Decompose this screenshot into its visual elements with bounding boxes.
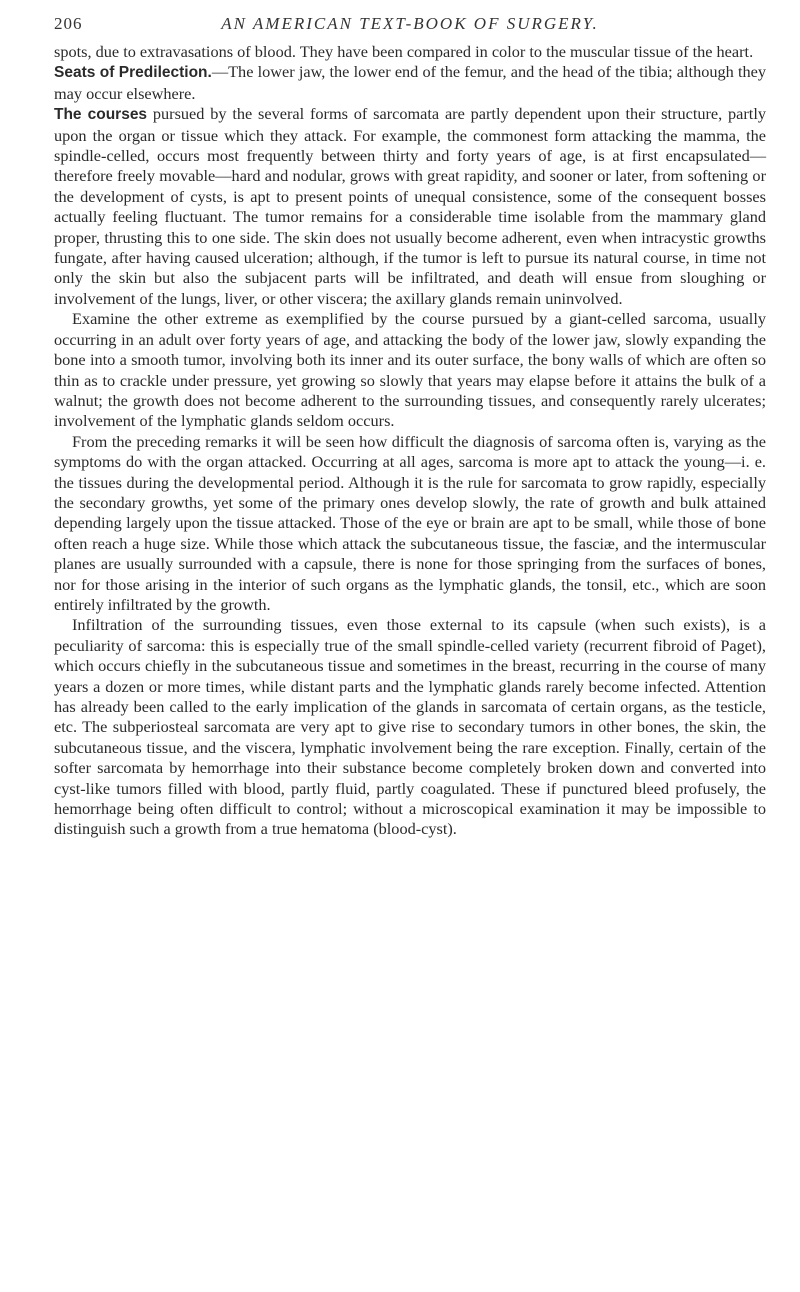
paragraph-infiltration <box>54 615 766 839</box>
paragraph-giant-celled <box>54 309 766 431</box>
paragraph-continued <box>54 42 766 62</box>
body-text <box>54 42 766 840</box>
paragraph-text: Examine the other extreme as exemplified by the course pursued by a giant-celled sarcoma, usually occurring in an adult over forty years of age, and attacking the body of the lower jaw, slowly expanding the bone into a smooth tumor, involving both its inner and its outer surface, the bony walls of which are often so thin as to crackle under pressure, yet growing so slowly that years may elapse before it attains the bulk of a walnut; the growth does not become adherent to the surrounding tissues, and consequently rarely ulcerates; involvement of the lymphatic glands seldom occurs. <box>54 309 766 431</box>
section-lead-heading: Seats of Predilection. <box>54 64 212 82</box>
running-title: AN AMERICAN TEXT-BOOK OF SURGERY. <box>221 14 599 33</box>
page-header <box>54 14 766 38</box>
paragraph-courses <box>54 104 766 309</box>
book-page <box>54 14 766 840</box>
section-lead-heading: The courses <box>54 106 148 124</box>
paragraph-text: Infiltration of the surrounding tissues, even those external to its capsule (when such exists), is a peculiarity of sarcoma: this is especially true of the small spindle-celled variety (recurrent fibroid of Paget), which occurs chiefly in the subcutaneous tissue and sometimes in the breast, recurring in the course of many years a dozen or more times, while distant parts and the lymphatic glands rarely become infected. Attention has already been called to the early implication of the glands in sarcomata of certain organs, as the testicle, etc. The subperiosteal sarcomata are very apt to give rise to secondary tumors in other bones, the skin, the subcutaneous tissue, and the viscera, lymphatic involvement being the rare exception. Finally, certain of the softer sarcomata by hemorrhage into their substance become completely broken down and converted into cyst-like tumors filled with blood, partly fluid, partly coagulated. These if punctured bleed profusely, the hemorrhage being often difficult to control; without a microscopical examination it may be impossible to distinguish such a growth from a true hematoma (blood-cyst). <box>54 615 766 839</box>
paragraph-text: spots, due to extravasations of blood. They have been compared in color to the muscular tissue of the heart. <box>54 42 754 61</box>
paragraph-diagnosis <box>54 432 766 616</box>
paragraph-seats-of-predilection <box>54 62 766 104</box>
paragraph-text: From the preceding remarks it will be seen how difficult the diagnosis of sarcoma often is, varying as the symptoms do with the organ attacked. Occurring at all ages, sarcoma is more apt to attack the young—i. e. the tissues during the developmental period. Although it is the rule for sarcomata to grow rapidly, especially the secondary growths, yet some of the primary ones develop slowly, the rate of growth and bulk attained depending largely upon the tissue attacked. Those of the eye or brain are apt to be small, while those of bone often reach a huge size. While those which attack the subcutaneous tissue, the fasciæ, and the intermuscular planes are usually surrounded with a capsule, there is none for those springing from the surfaces of bones, nor for those arising in the interior of such organs as the lymphatic glands, the tonsil, etc., which are soon entirely infiltrated by the growth. <box>54 431 766 614</box>
paragraph-text: pursued by the several forms of sarcomata are partly dependent upon their structure, partly upon the organ or tissue which they attack. For example, the commonest form attacking the mamma, the spindle-celled, occurs most frequently between thirty and forty years of age, is at first encapsulated—therefore freely movable—hard and nodular, grows with great rapidity, and sooner or later, from softening or the development of cysts, is apt to present points of unequal consistence, some of the consequent bosses actually feeling fluctuant. The tumor remains for a considerable time isolable from the mammary gland proper, thrusting this to one side. The skin does not usually become adherent, even when intracystic growths fungate, after having caused ulceration; although, if the tumor is left to pursue its natural course, in time not only the skin but also the subjacent parts will be infiltrated, and death will ensue from sloughing or involvement of the lungs, liver, or other viscera; the axillary glands remain uninvolved. <box>54 104 766 308</box>
paragraph-text: —The lower jaw, the lower end of the femur, and the head of the tibia; although they may occur elsewhere. <box>54 62 766 103</box>
page-number: 206 <box>54 14 83 33</box>
